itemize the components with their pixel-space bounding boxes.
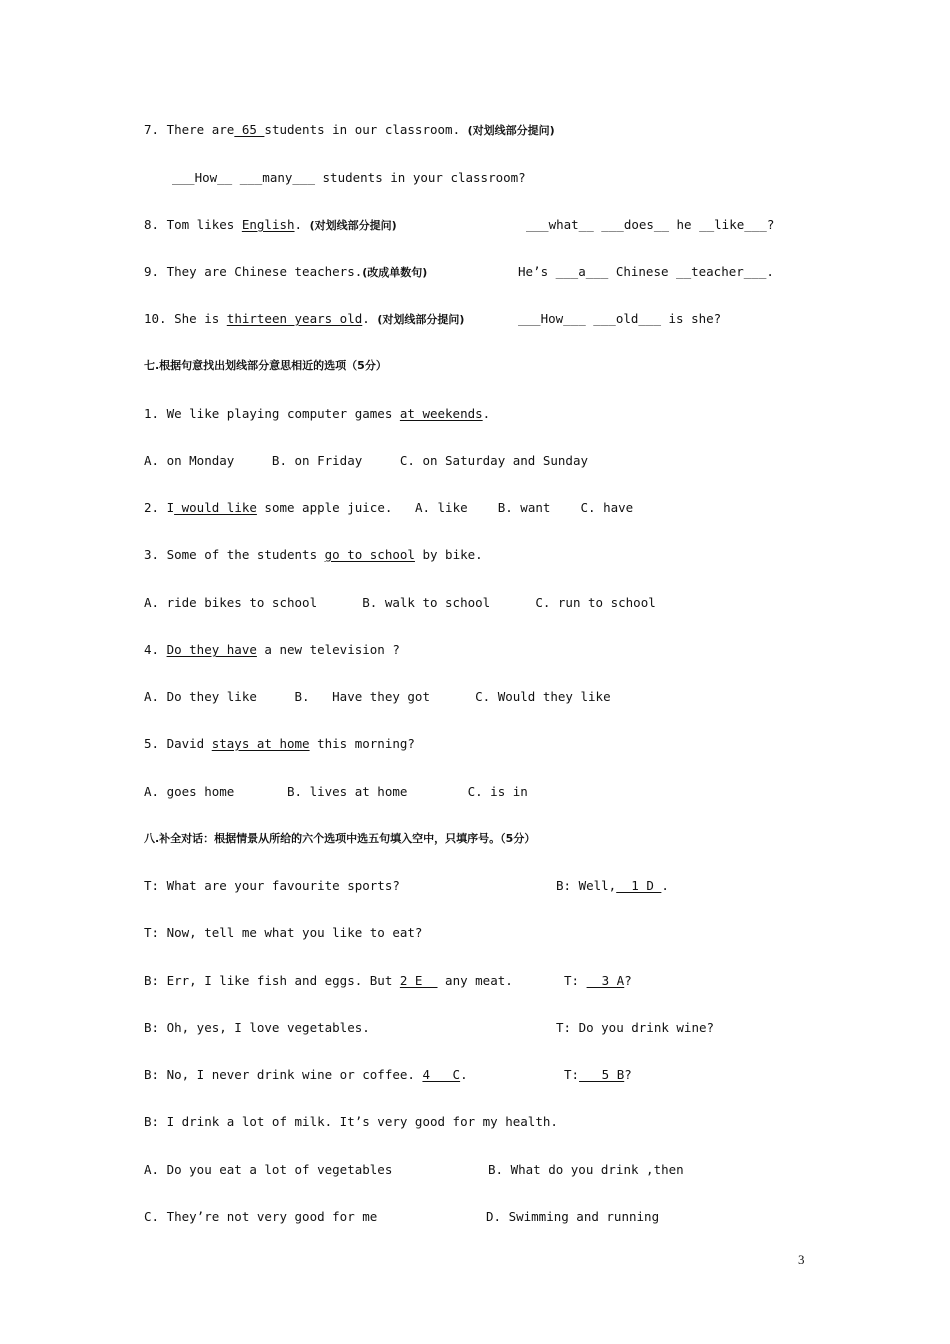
text: 10. She is (144, 311, 227, 326)
answer-blank: 3 A (586, 973, 625, 988)
text: ? (624, 1067, 632, 1082)
dialogue-line-3 (144, 973, 513, 989)
s7-options-5: A. goes home B. lives at home C. is in (144, 784, 528, 799)
underlined-text: would like (174, 500, 257, 515)
text: T: (564, 973, 587, 988)
underlined-text: English (241, 217, 295, 232)
text: this morning? (309, 736, 415, 751)
section-8-heading: 八.补全对话：根据情景从所给的六个选项中选五句填入空中，只填序号。（5分） (144, 832, 536, 845)
dialogue-line-3-reply (564, 973, 632, 989)
page-number: 3 (798, 1252, 805, 1267)
underlined-text: thirteen years old (226, 311, 363, 326)
text: . (460, 1067, 468, 1082)
underlined-text: 65 (234, 122, 265, 137)
text: 4. (144, 642, 167, 657)
answer-10: ___How___ ___old___ is she? (518, 311, 722, 326)
text: 2. I (144, 500, 175, 515)
dialogue-line-2: T: Now, tell me what you like to eat? (144, 925, 423, 940)
text: . (482, 406, 491, 421)
s7-question-2 (144, 500, 633, 516)
answer-7: ___How__ ___many___ students in your classroom? (172, 170, 526, 185)
dialogue-line-5 (144, 1067, 468, 1083)
answer-blank: 5 B (579, 1067, 625, 1082)
s7-options-1: A. on Monday B. on Friday C. on Saturday and Sunday (144, 453, 589, 468)
option-d: D. Swimming and running (486, 1209, 660, 1224)
question-10 (144, 311, 464, 327)
text: T: (564, 1067, 580, 1082)
dialogue-line-5-reply (564, 1067, 632, 1083)
instruction: (对划线部分提问) (377, 313, 465, 326)
answer-9: He’s ___a___ Chinese __teacher___. (518, 264, 774, 279)
answer-blank: 1 D (616, 878, 662, 893)
dialogue-line-6: B: I drink a lot of milk. It’s very good for my health. (144, 1114, 558, 1129)
answer-blank: 2 E (399, 973, 438, 988)
s7-options-4: A. Do they like B. Have they got C. Would they like (144, 689, 611, 704)
instruction: (改成单数句) (362, 266, 428, 279)
underlined-text: go to school (324, 547, 415, 562)
dialogue-line-1-reply (556, 878, 669, 894)
text: by bike. (414, 547, 483, 562)
text: 9. They are Chinese teachers. (144, 264, 363, 279)
underlined-text: Do they have (166, 642, 257, 657)
text: 1. We like playing computer games (144, 406, 400, 421)
text: some apple juice. A. like B. want C. have (256, 500, 634, 515)
question-8 (144, 217, 397, 233)
text: B: Err, I like fish and eggs. But (144, 973, 400, 988)
option-a: A. Do you eat a lot of vegetables (144, 1162, 393, 1177)
text: any meat. (437, 973, 513, 988)
text: B: No, I never drink wine or coffee. (144, 1067, 423, 1082)
question-9 (144, 264, 427, 280)
text: . (362, 311, 378, 326)
text: 8. Tom likes (144, 217, 242, 232)
answer-blank: 4 C (422, 1067, 461, 1082)
text: 7. There are (144, 122, 235, 137)
answer-8: ___what__ ___does__ he __like___? (526, 217, 775, 232)
instruction: (对划线部分提问) (467, 124, 555, 137)
option-c: C. They’re not very good for me (144, 1209, 378, 1224)
text: 3. Some of the students (144, 547, 325, 562)
s7-question-3 (144, 547, 483, 563)
underlined-text: at weekends (399, 406, 483, 421)
text: a new television ? (256, 642, 400, 657)
s7-question-4 (144, 642, 400, 658)
dialogue-line-4: B: Oh, yes, I love vegetables. (144, 1020, 370, 1035)
dialogue-line-4-reply: T: Do you drink wine? (556, 1020, 715, 1035)
dialogue-line-1: T: What are your favourite sports? (144, 878, 400, 893)
question-7 (144, 122, 555, 138)
underlined-text: stays at home (211, 736, 310, 751)
section-7-heading: 七.根据句意找出划线部分意思相近的选项（5分） (144, 359, 387, 372)
text: B: Well, (556, 878, 617, 893)
option-b: B. What do you drink ,then (488, 1162, 684, 1177)
s7-options-3: A. ride bikes to school B. walk to school C. run to school (144, 595, 656, 610)
text: . (661, 878, 669, 893)
text: ? (624, 973, 632, 988)
s7-question-1 (144, 406, 490, 422)
instruction: (对划线部分提问) (309, 219, 397, 232)
s7-question-5 (144, 736, 415, 752)
text: 5. David (144, 736, 212, 751)
text: students in our classroom. (264, 122, 468, 137)
text: . (294, 217, 310, 232)
